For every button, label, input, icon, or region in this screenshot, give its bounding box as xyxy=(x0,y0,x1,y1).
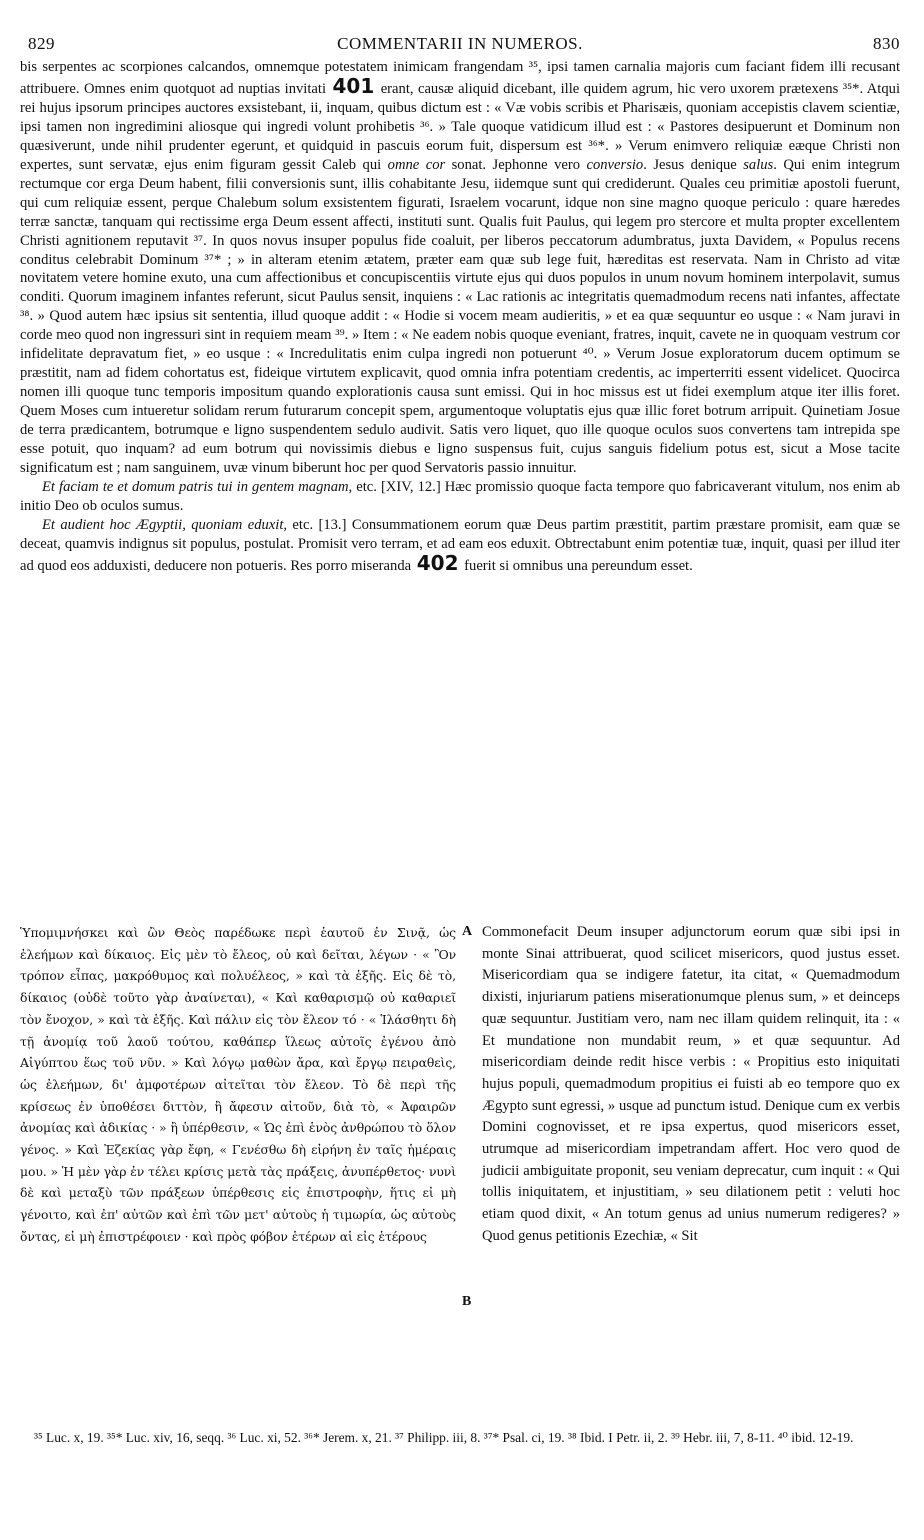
latin-column xyxy=(482,922,900,1248)
greek-text: Ὑπομιμνήσκει καὶ ὢν Θεὸς παρέδωκε περὶ ἑαυτοῦ ἐν Σινᾷ, ὡς ἐλεήμων καὶ δίκαιος. Εἰς μὲν τὸ ἔλεος, οὐ καὶ δεῖται, λέγων · « Ὃν τρόπον εἶπας, μακρόθυμος καὶ πολυέλεος, » καὶ τὰ ἑξῆς. Εἰς δὲ τὸ, δίκαιος (οὐδὲ τοῦτο γὰρ ἀναίνεται), « Καὶ καθαρισμῷ οὐ καθαριεῖ τὸν ἔνοχον, » καὶ τὰ ἑξῆς. Καὶ πάλιν εἰς τὸν ἔλεον τό · « Ἱλάσθητι δὴ τῇ ἀνομίᾳ τοῦ λαοῦ τούτου, καθάπερ ἵλεως αὐτοῖς ἐγένου ἀπὸ Αἰγύπτου ἕως τοῦ νῦν. » Καὶ λόγῳ μαθὼν ἄρα, καὶ ἔργῳ πειραθεὶς, ὡς ἐλεήμων, δι' ἀμφοτέρων αἰτεῖται τὸν ἔλεον. Τὸ δὲ περὶ τῆς κρίσεως ἐν ὑποθέσει διττὸν, ἢ ἄφεσιν αἰτοῦν, διὰ τὸ, « Ἀφαιρῶν ἀνομίας καὶ ἀδικίας · » ἢ ὑπέρθεσιν, « Ὡς ἐπὶ ἑνὸς ἀνθρώπου τὸ ὅλον γένος. » Καὶ Ἐζεκίας γὰρ ἔφη, « Γενέσθω δὴ εἰρήνη ἐν ταῖς ἡμέραις μου. » Ἡ μὲν γὰρ ἐν τέλει κρίσις μετὰ τὰς πράξεις, ἀνυπέρθετος· νυνὶ δὲ καὶ μεταξὺ τῶν πράξεων ὑπέρθεσις εἰς ἐπιστροφὴν, ἥτις εἰ μὴ γένοιτο, καὶ ἐπ' αὐτῶν καὶ ἐπὶ τῶν μετ' αὐτοὺς ἡ τιμωρία, ὡς αὐτοὺς ὄντας, εἰ μὴ ἐπιστρέφοιεν · καὶ πρὸς φόβον ἑτέρων αἱ εἰς ἑτέρους xyxy=(20,925,456,1244)
marker-b: B xyxy=(462,1294,472,1309)
footnotes-text: ³⁵ Luc. x, 19. ³⁵* Luc. xiv, 16, seqq. ³⁶ Luc. xi, 52. ³⁶* Jerem. x, 21. ³⁷ Philipp. iii, 8. ³⁷* Psal. ci, 19. ³⁸ Ibid. I Petr. ii, 2. ³⁹ Hebr. iii, 7, 8-11. ⁴⁰ ibid. 12-19. xyxy=(34,1430,854,1445)
p3-text-a: , etc. [13.] Consummationem eorum quæ Deus partim præstitit, partim præstare promisit, eam quæ se deceat, quamvis indignus sit populus, postulat. Promisit vero terram, et ad eam eos eduxit. Obtrectabunt enim potentiæ tuæ, inquit, quasi per illud iter ad quod eos adduxisti, deducere non potueris. Res porro miseranda xyxy=(20,516,900,574)
p1-text-a: bis serpentes ac scorpiones calcandos, omnemque potestatem inimicam frangendam ³⁵, ipsi tamen carnalia majoris cum faciant fidem illi recusant attribuere. Omnes enim quotquot ad nuptias invitati xyxy=(20,59,900,97)
lemma-2: Et faciam te et domum patris tui in gentem magnam xyxy=(42,478,349,495)
p3-text-b: fuerit si omnibus una pereundum esset. xyxy=(464,557,693,574)
p1-text-e: . Qui enim integrum rectumque cor erga Deum habent, filii conversionis sunt, illis cohabitante Jesu, iidemque sunt qui crediderunt. Quales ceu primitiæ apostoli fuerunt, qui cum reliquiæ essent, perque Chalebum solum exsistentem figurati, Israelem vocarunt, idque non sine magno quoque periculo : quare hæredes terræ sanctæ, tanquam qui rectissime erga Deum essent affecti, instituti sunt. Qualis fuit Paulus, qui legem pro stercore et multa propter excellentem Christi agnitionem reputavit ³⁷. In quos novus insuper populus fide coaluit, per liberos peccatorum adumbratus, juxta Davidem, « Populus recens conditus celebrabit Dominum ³⁷* ; » in alteram etenim ætatem, præter eam quæ sub lege fuit, hæreditas est reservata. Nam in Christo ad vitæ novitatem vetere homine exuto, una cum affectionibus et concupiscentiis virtute ejus qui duos populos in unum novum hominem interpolavit, sumus conditi. Quorum imaginem infantes referunt, sicut Paulus sensit, inquiens : « Lac rationis ac integritatis quemadmodum recens nati infantes, affectate ³⁸. » Quod autem hæc ipsius sit sententia, illud quoque addit : « Hodie si vocem meam audieritis, » et ea quæ sequuntur eo usque : « Nam juravi in corde meo quod non ingressuri sint in requiem meam ³⁹. » Item : « Ne eadem nobis quoque eveniant, fratres, inquit, cavete ne in quoquam vestrum cor infidelitate depravatum fiet, » eo usque : « Incredulitatis enim culpa ingredi non potuerunt ⁴⁰. » Verum Josue exploratorum ducem optimum se præstitit, nam ad fidem cohortatus est, fideique virtutem explicavit, quod omnia infra potentiam credentis, ac imperterriti essent videlicet. Quocirca nomen illi quoque tunc temporis impositum quando explorationis causa sunt emissi. Qui in hoc missus est ut fidei exemplum atque iter illis foret. Quem Moses cum intueretur solidam rerum futurarum concepit spem, argumentoque voluptatis ejus quæ illic foret botrum arripuit. Quinetiam Josue de terra prædicantem, botrumque e ligno suspendentem sedulo audivit. Satis vero liquet, quo ille quoque oculos suos convertens tam intrepida spe esse potuit, quo inquam? ad eum botrum qui novissimis diebus e ligno suspensus fuit, cujus sanguis fidelium potus est, sicut a Mose tacite significatum est ; nam sanguinem, uvæ vinum biberunt hoc per quod Servatoris passio innuitur. xyxy=(20,156,900,477)
paragraph-2 xyxy=(20,478,900,516)
p2-text: , etc. [XIV, 12.] Hæc promissio quoque facta tempore quo fabricaverant vitulum, nos enim ab initio Deo ob oculos sumus. xyxy=(20,478,900,514)
lemma-3: Et audient hoc Ægyptii, quoniam eduxit xyxy=(42,516,284,533)
paragraph-3 xyxy=(20,516,900,576)
two-column-section xyxy=(20,922,900,1418)
latin-text: Commonefacit Deum insuper adjunctorum eorum quæ sibi ipsi in monte Sinai attribuerat, quod scilicet misericors, quod justus esset. Misericordiam qua se indigere fatetur, ita citat, « Quemadmodum dixisti, injuriarum patiens miserationumque plenus sum, » et deinceps quæ sequuntur. Justitiam vero, nam nec illam quidem relinquit, ita : « Et mundatione non mundabit reum, » et quæ sequuntur. Ad misericordiam deinde redit hisce verbis : « Propitius esto iniquitati hujus populi, quemadmodum propitius ei fuisti ab eo tempore quo ex Ægypto sunt egressi, » usque ad punctum istud. Denique cum ex verbis Domini cognovisset, et re ipsa expertus, quod misericors esset, utrumque ad misericordiam impetrandam affert. Hoc vero quod de judicii ambiguitate proponit, seu veniam deprecatur, cum inquit : « Qui tollis iniquitatem, et injustitiam, » seu dilationem petit : veluti hoc etiam quod dixit, « An totum genus ad unius numerum redigeres? » Quod genus petitionis Ezechiæ, « Sit xyxy=(482,924,900,1244)
column-number-401: 401 xyxy=(332,73,375,98)
footnotes xyxy=(20,1428,900,1447)
marker-a: A xyxy=(462,924,473,939)
running-title: COMMENTARII IN NUMEROS. xyxy=(337,34,583,53)
greek-column xyxy=(20,922,456,1248)
term-omne-cor: omne cor xyxy=(387,156,446,173)
main-text xyxy=(20,58,900,576)
page-number-left: 829 xyxy=(28,34,55,53)
page-header xyxy=(20,34,900,56)
term-salus: salus xyxy=(743,156,774,173)
page-number-right: 830 xyxy=(873,34,900,53)
column-number-402: 402 xyxy=(416,550,459,575)
p1-text-d: . Jesus denique xyxy=(643,156,737,173)
paragraph-1 xyxy=(20,58,900,478)
p1-text-b: erant, causæ aliquid dicebant, ille quidem agrum, hic vero uxorem prætexens ³⁵*. Atqui rei hujus ipsorum principes auctores exsistebant, ii, inquam, quibus dictum est : « Væ vobis scribis et Pharisæis, quoniam accepistis clavem scientiæ, ipsi tamen non ingredimini aliosque qui ingredi volunt prohibetis ³⁶. » Tale quoque vatidicum illud est : « Pastores desipuerunt et Dominum non quæsiverunt, unde nihil prudenter egerunt, et quidquid in pascuis eorum fuit, dispersum est ³⁶*. » Verum enimvero reliquiæ eæque Christi non expertes, sunt servatæ, ejus enim figuram gessit Caleb qui xyxy=(20,80,901,173)
p1-text-c: sonat. Jephonne vero xyxy=(451,156,581,173)
term-conversio: conversio xyxy=(586,156,644,173)
